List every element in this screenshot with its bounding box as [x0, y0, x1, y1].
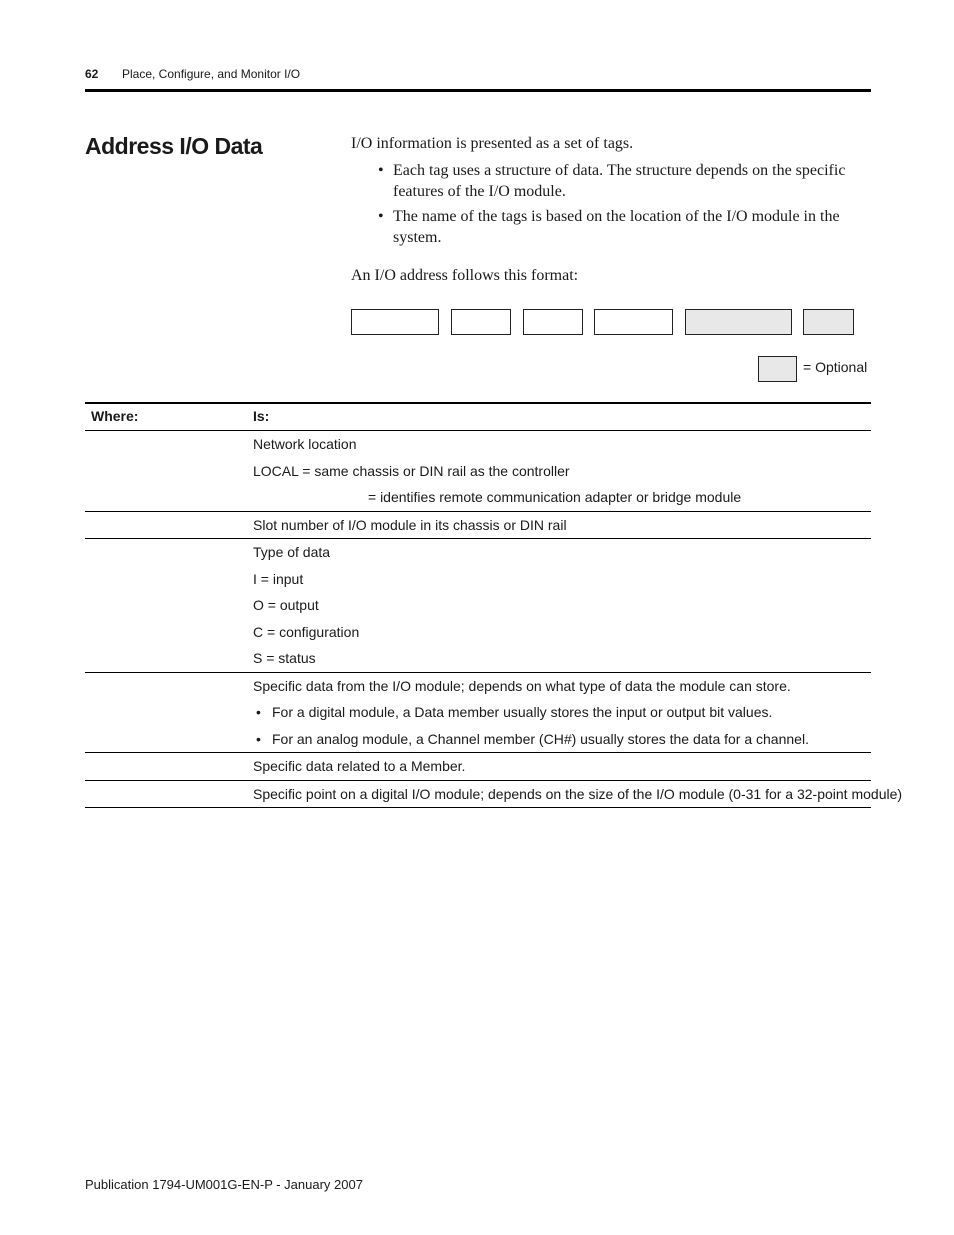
bullet-dot-icon: • — [378, 162, 384, 179]
table-row-type — [85, 539, 871, 673]
table-cell-text: Specific point on a digital I/O module; depends on the size of the I/O module (0-31 for a 32-point module) — [253, 785, 903, 802]
table-cell-text: Slot number of I/O module in its chassis or DIN rail — [253, 516, 567, 533]
table-cell-text: O = output — [253, 597, 319, 613]
table-cell-text: Network location — [253, 436, 357, 452]
format-intro: An I/O address follows this format: — [351, 267, 579, 284]
table-cell-text: For a digital module, a Data member usually stores the input or output bit values. — [272, 704, 773, 720]
table-row-member — [85, 673, 871, 754]
intro-paragraph: I/O information is presented as a set of tags. — [351, 135, 634, 152]
bullet-item — [378, 160, 870, 202]
table-cell-text: = identifies remote communication adapter or bridge module — [368, 489, 742, 505]
format-box-slot — [451, 309, 511, 335]
table-cell-text: C = configuration — [253, 623, 360, 640]
optional-legend-text: = Optional — [803, 359, 868, 375]
format-box-type — [523, 309, 583, 335]
table-row-slot — [85, 512, 871, 540]
intro-bullet-list — [378, 160, 870, 252]
optional-legend-swatch — [758, 356, 797, 382]
table-row-bit — [85, 781, 903, 809]
table-cell-text: Type of data — [253, 544, 331, 560]
address-table — [85, 402, 903, 808]
bullet-dot-icon: • — [256, 730, 261, 747]
bullet-text: Each tag uses a structure of data. The structure depends on the specific features of the I/O module. — [393, 162, 846, 200]
table-bullet-item — [85, 726, 871, 753]
bullet-dot-icon: • — [378, 208, 384, 225]
running-header-title: Place, Configure, and Monitor I/O — [122, 67, 301, 81]
table-cell-text: Specific data related to a Member. — [253, 758, 466, 774]
table-cell-text: For an analog module, a Channel member (CH#) usually stores the data for a channel. — [272, 730, 809, 747]
publication-footer: Publication 1794-UM001G-EN-P - January 2007 — [85, 1177, 363, 1192]
format-box-submember-optional — [685, 309, 792, 335]
table-cell-text: S = status — [253, 650, 316, 666]
format-box-member — [594, 309, 673, 335]
table-row-location — [85, 431, 871, 512]
bullet-dot-icon: • — [256, 704, 261, 720]
table-cell-text: LOCAL = same chassis or DIN rail as the controller — [253, 462, 570, 479]
page-number: 62 — [85, 67, 99, 81]
header-rule — [85, 89, 871, 92]
bullet-item — [378, 206, 870, 248]
section-title: Address I/O Data — [85, 133, 263, 159]
header-where: Where: — [91, 408, 139, 424]
header-is: Is: — [253, 408, 270, 424]
table-header-row — [85, 404, 871, 431]
table-cell-text: Specific data from the I/O module; depends on what type of data the module can store. — [253, 677, 791, 694]
format-box-location — [351, 309, 439, 335]
table-cell-text: I = input — [253, 570, 304, 587]
format-box-bit-optional — [803, 309, 854, 335]
table-row-submember — [85, 753, 871, 781]
table-bullet-item — [85, 699, 871, 726]
bullet-text: The name of the tags is based on the location of the I/O module in the system. — [393, 208, 840, 246]
